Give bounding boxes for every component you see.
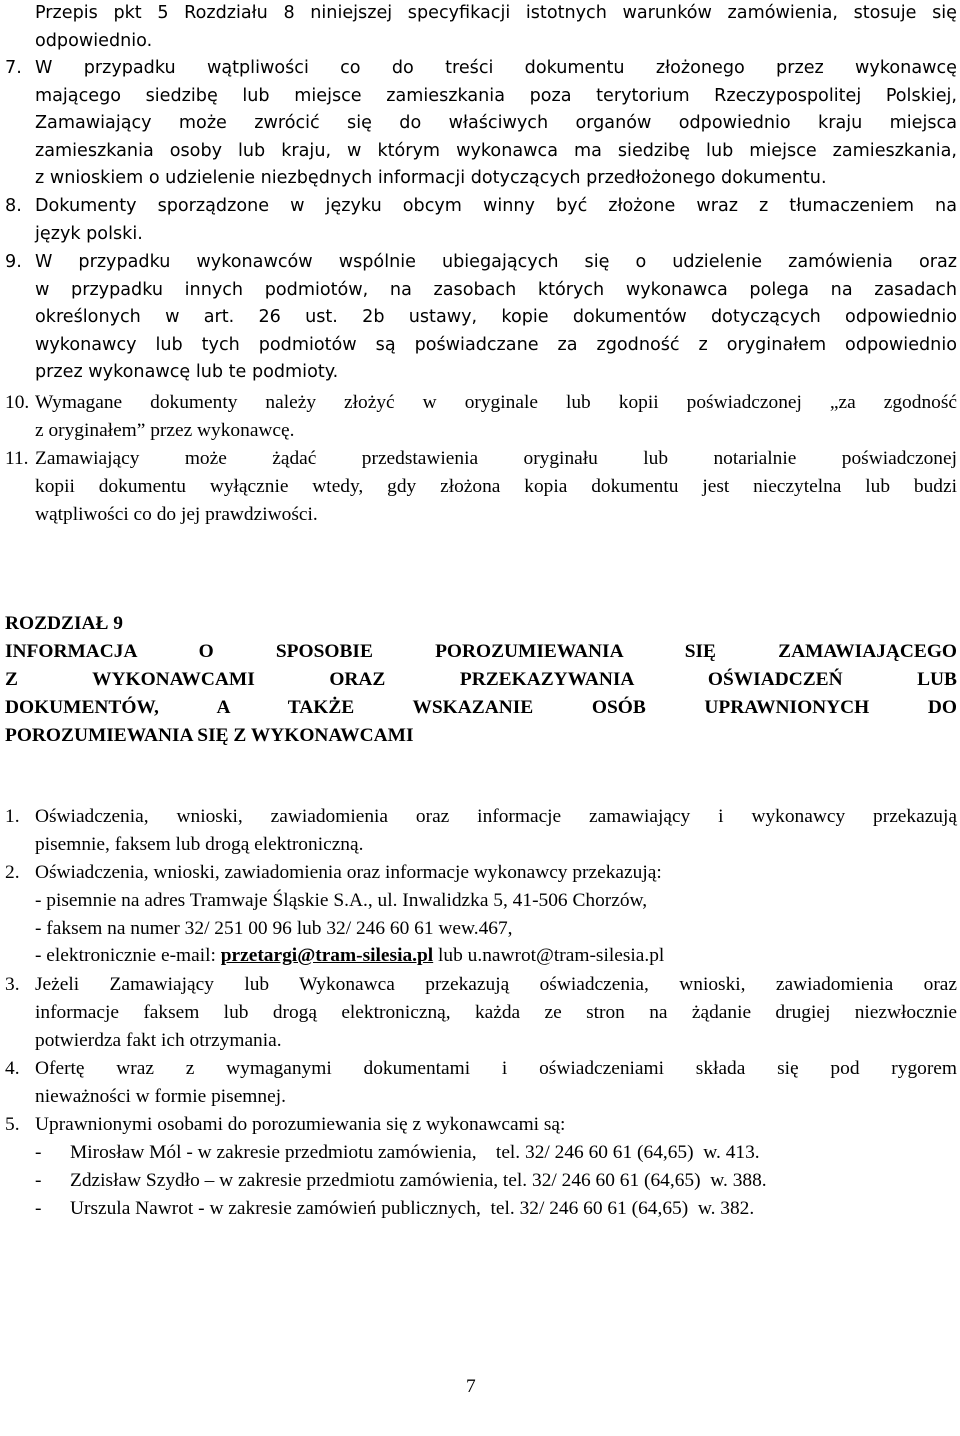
text-line: W przypadku wątpliwości co do treści dokumentu złożonego przez wykonawcę xyxy=(35,58,957,78)
dash-bullet: - xyxy=(35,1198,42,1219)
text-line: potwierdza fakt ich otrzymania. xyxy=(35,1029,282,1051)
address-line: - pisemnie na adres Tramwaje Śląskie S.A., ul. Inwalidzka 5, 41-506 Chorzów, xyxy=(35,889,648,911)
text-line: nieważności w formie pisemnej. xyxy=(35,1085,286,1107)
item-number: 3. xyxy=(5,974,20,995)
chapter-label: ROZDZIAŁ 9 xyxy=(5,613,123,634)
text-line: przez wykonawcę lub te podmioty. xyxy=(35,362,339,383)
text-line: zamieszkania osoby lub kraju, w którym wykonawca ma siedzibę lub miejsce zamieszkania, xyxy=(35,140,957,161)
item-number: 10. xyxy=(5,392,30,413)
item-number: 5. xyxy=(5,1114,20,1135)
text-line: kopii dokumentu wyłącznie wtedy, gdy złożona kopia dokumentu jest nieczytelna lub budzi xyxy=(35,475,957,497)
chapter-title-line: DOKUMENTÓW, A TAKŻE WSKAZANIE OSÓB UPRAWNIONYCH DO xyxy=(5,697,957,718)
fax-line: - faksem na numer 32/ 251 00 96 lub 32/ 246 60 61 wew.467, xyxy=(35,917,513,939)
text-line: Oświadczenia, wnioski, zawiadomienia oraz informacje wykonawcy przekazują: xyxy=(35,862,662,883)
item-number: 8. xyxy=(5,196,22,216)
email-link[interactable]: przetargi@tram-silesia.pl xyxy=(220,945,434,967)
item-number: 4. xyxy=(5,1058,20,1079)
text-line: z oryginałem” przez wykonawcę. xyxy=(35,419,295,441)
text-line: wątpliwości co do jej prawdziwości. xyxy=(35,503,318,525)
item-number: 1. xyxy=(5,806,20,827)
text-line: Jeżeli Zamawiający lub Wykonawca przekazują oświadczenia, wnioski, zawiadomienia oraz xyxy=(35,974,957,995)
email-prefix: - elektronicznie e-mail: xyxy=(35,945,221,967)
text-line: odpowiednio. xyxy=(35,30,153,51)
text-line: informacje faksem lub drogą elektroniczną, każda ze stron na żądanie drugiej niezwłocznie xyxy=(35,1001,957,1023)
text-line: Zamawiający może zwrócić się do właściwych organów odpowiednio kraju miejsca xyxy=(35,113,957,134)
item-number: 11. xyxy=(5,448,29,469)
text-line: mającego siedzibę lub miejsce zamieszkania poza terytorium Rzeczypospolitej Polskiej, xyxy=(35,85,957,106)
chapter-heading xyxy=(5,610,957,750)
text-line: pisemnie, faksem lub drogą elektroniczną. xyxy=(35,833,364,855)
text-line: Przepis pkt 5 Rozdziału 8 niniejszej specyfikacji istotnych warunków zamówienia, stosuje się xyxy=(35,3,957,23)
text-line: W przypadku wykonawców wspólnie ubiegających się o udzielenie zamówienia oraz xyxy=(35,252,957,272)
email-line xyxy=(35,942,957,970)
text-line: wykonawcy lub tych podmiotów są poświadczane za zgodność z oryginałem odpowiednio xyxy=(35,334,957,355)
text-line: Oświadczenia, wnioski, zawiadomienia oraz informacje zamawiający i wykonawcy przekazują xyxy=(35,806,957,827)
continuation-paragraph xyxy=(35,0,957,55)
item-number: 9. xyxy=(5,252,22,272)
person-line: Zdzisław Szydło – w zakresie przedmiotu zamówienia, tel. 32/ 246 60 61 (64,65) w. 388. xyxy=(70,1170,767,1191)
text-line: Ofertę wraz z wymaganymi dokumentami i oświadczeniami składa się pod rygorem xyxy=(35,1058,957,1079)
text-line: Dokumenty sporządzone w języku obcym winny być złożone wraz z tłumaczeniem na xyxy=(35,196,957,216)
chapter-title-line: POROZUMIEWANIA SIĘ Z WYKONAWCAMI xyxy=(5,725,414,746)
email-suffix: lub u.nawrot@tram-silesia.pl xyxy=(433,945,665,967)
text-line: określonych w art. 26 ust. 2b ustawy, kopie dokumentów dotyczących odpowiednio xyxy=(35,307,957,328)
chapter-title-line: Z WYKONAWCAMI ORAZ PRZEKAZYWANIA OŚWIADCZEŃ LUB xyxy=(5,669,957,690)
text-line: Wymagane dokumenty należy złożyć w oryginale lub kopii poświadczonej „za zgodność xyxy=(35,392,957,413)
person-line: Urszula Nawrot - w zakresie zamówień publicznych, tel. 32/ 246 60 61 (64,65) w. 382. xyxy=(70,1198,755,1219)
text-line: język polski. xyxy=(35,223,143,244)
dash-bullet: - xyxy=(35,1142,42,1163)
item-number: 7. xyxy=(5,58,22,78)
person-line: Mirosław Mól - w zakresie przedmiotu zamówienia, tel. 32/ 246 60 61 (64,65) w. 413. xyxy=(70,1142,760,1163)
item-number: 2. xyxy=(5,862,20,883)
text-line: z wnioskiem o udzielenie niezbędnych informacji dotyczących przedłożonego dokumentu. xyxy=(35,168,827,189)
text-line: w przypadku innych podmiotów, na zasobach których wykonawca polega na zasadach xyxy=(35,279,957,300)
text-line: Uprawnionymi osobami do porozumiewania się z wykonawcami są: xyxy=(35,1114,566,1135)
page-number: 7 xyxy=(466,1376,476,1397)
chapter-title-line: INFORMACJA O SPOSOBIE POROZUMIEWANIA SIĘ ZAMAWIAJĄCEGO xyxy=(5,641,957,662)
text-line: Zamawiający może żądać przedstawienia oryginału lub notarialnie poświadczonej xyxy=(35,448,957,469)
dash-bullet: - xyxy=(35,1170,42,1191)
